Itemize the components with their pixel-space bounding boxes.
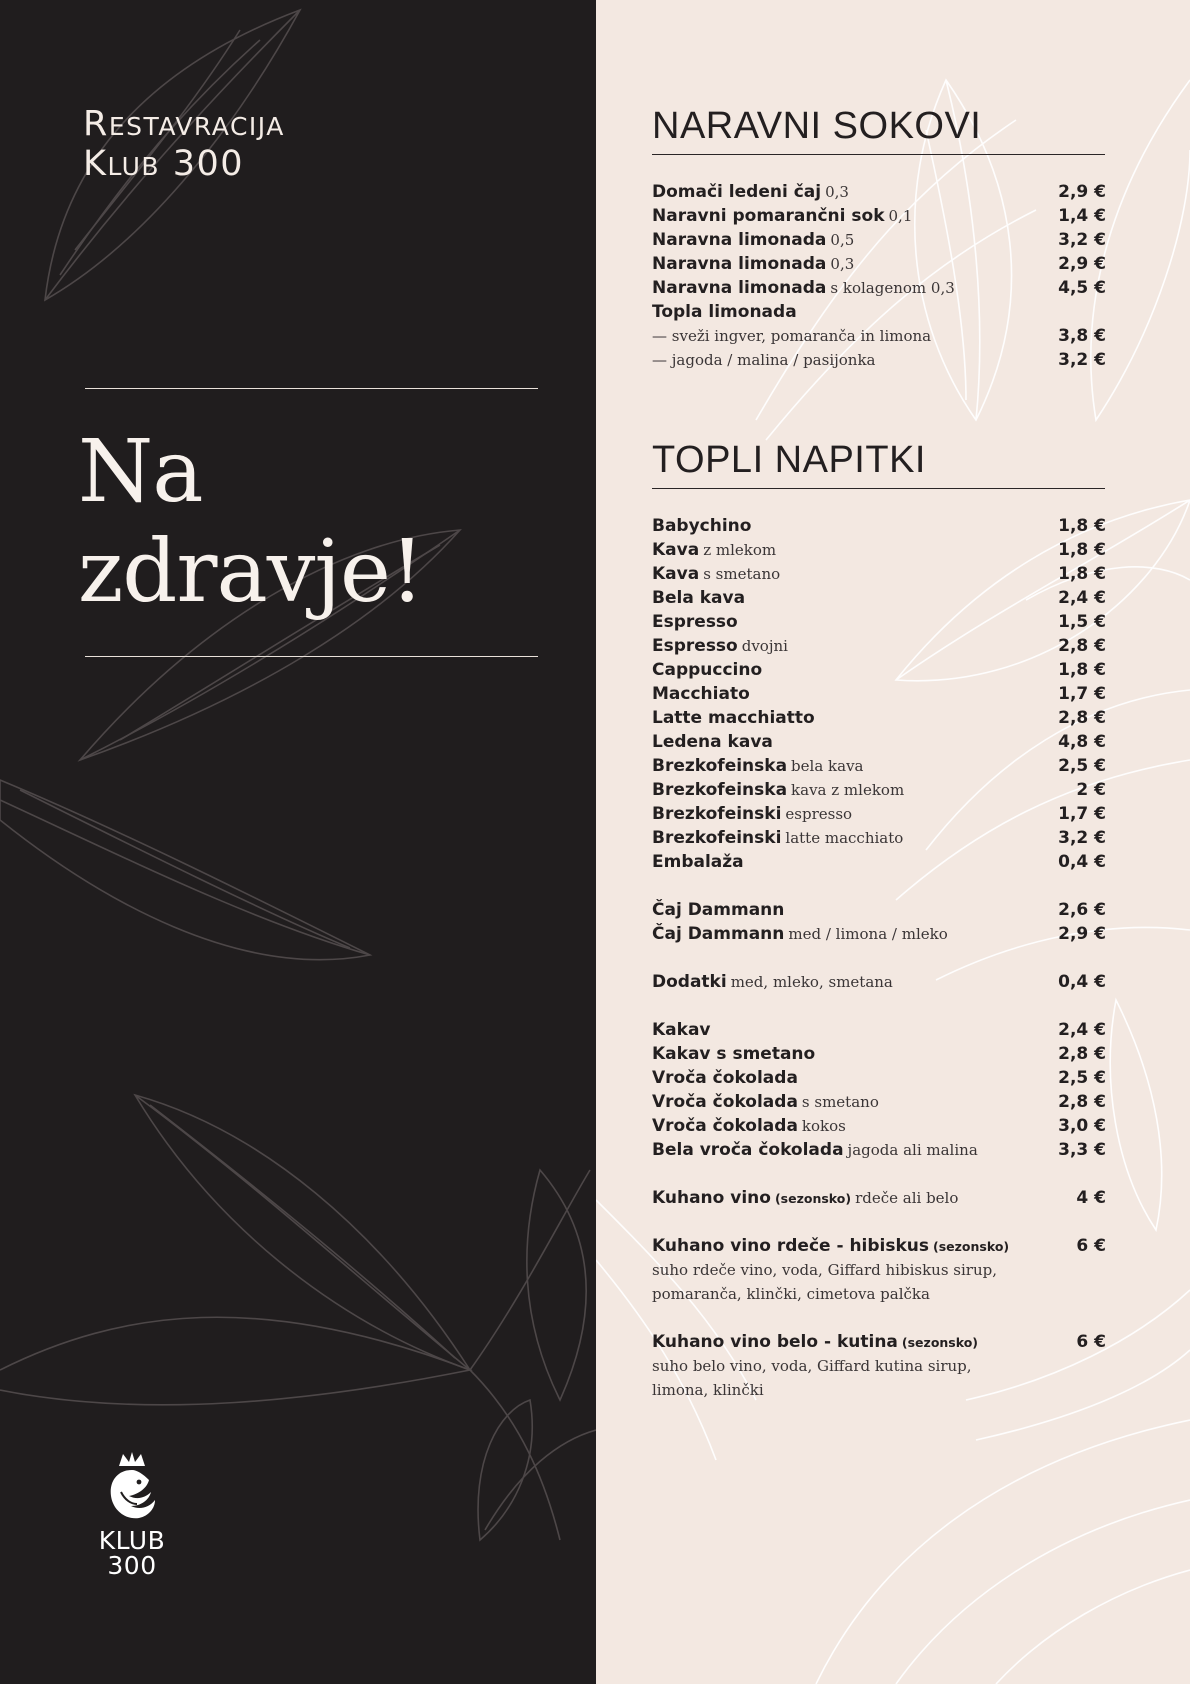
item-name: Naravna limonada xyxy=(652,278,827,298)
item-description: bela kava xyxy=(791,757,864,775)
item-name: Kuhano vino belo - kutina xyxy=(652,1332,898,1352)
item-description: 0,3 xyxy=(830,255,855,273)
item-description: kokos xyxy=(801,1117,846,1135)
menu-item-row xyxy=(652,1090,1106,1114)
menu-item-row xyxy=(652,1018,1106,1042)
item-price: 0,4 € xyxy=(1058,852,1106,872)
menu-item xyxy=(652,1090,1106,1114)
menu-item-row xyxy=(652,1234,1106,1258)
menu-item-row xyxy=(652,922,1106,946)
menu-item xyxy=(652,922,1106,946)
item-price: 2,8 € xyxy=(1058,1092,1106,1112)
menu-item xyxy=(652,826,1106,850)
item-ingredients: suho rdeče vino, voda, Giffard hibiskus sirup, xyxy=(652,1261,997,1279)
item-name: Vroča čokolada xyxy=(652,1116,798,1136)
item-description: med, mleko, smetana xyxy=(730,973,893,991)
item-price: 2,4 € xyxy=(1058,588,1106,608)
item-name: Bela vroča čokolada xyxy=(652,1140,844,1160)
menu-list-naravni-sokovi xyxy=(652,180,1106,372)
section-title-topli-napitki: TOPLI NAPITKI xyxy=(652,439,926,481)
menu-item-label xyxy=(652,1018,711,1043)
menu-item-row xyxy=(652,802,1106,826)
item-price: 1,8 € xyxy=(1058,540,1106,560)
menu-item xyxy=(652,634,1106,658)
menu-item-label xyxy=(652,1066,798,1091)
item-price: 2,5 € xyxy=(1058,1068,1106,1088)
menu-item xyxy=(652,850,1106,874)
menu-item-row xyxy=(652,228,1106,252)
menu-item-row xyxy=(652,706,1106,730)
tagline-line2: zdravje! xyxy=(78,522,424,622)
item-name: Topla limonada xyxy=(652,302,797,322)
item-description: espresso xyxy=(785,805,853,823)
menu-item xyxy=(652,1066,1106,1090)
menu-item-label xyxy=(652,1042,815,1067)
item-description: — sveži ingver, pomaranča in limona xyxy=(652,327,932,345)
menu-item xyxy=(652,300,1106,324)
menu-item xyxy=(652,778,1106,802)
restaurant-name xyxy=(83,104,285,184)
item-description: med / limona / mleko xyxy=(788,925,948,943)
menu-item-row xyxy=(652,1186,1106,1210)
item-description: kava z mlekom xyxy=(791,781,905,799)
item-note: (sezonsko) xyxy=(901,1335,979,1350)
item-name: Bela kava xyxy=(652,588,746,608)
menu-item-label xyxy=(652,228,854,253)
menu-item xyxy=(652,1042,1106,1066)
menu-item-row xyxy=(652,898,1106,922)
item-name: Vroča čokolada xyxy=(652,1068,798,1088)
item-price: 6 € xyxy=(1076,1332,1106,1352)
menu-item-label xyxy=(652,850,744,875)
menu-item-label xyxy=(652,514,751,539)
menu-item-label xyxy=(652,586,745,611)
menu-item-label xyxy=(652,300,797,325)
menu-item-label xyxy=(652,778,904,803)
menu-item xyxy=(652,180,1106,204)
item-ingredients: suho belo vino, voda, Giffard kutina sirup, xyxy=(652,1357,972,1375)
menu-item xyxy=(652,730,1106,754)
menu-item-row xyxy=(652,826,1106,850)
menu-item-label xyxy=(652,922,948,947)
menu-item xyxy=(652,562,1106,586)
menu-item-label xyxy=(652,706,815,731)
item-price: 2,9 € xyxy=(1058,924,1106,944)
menu-item xyxy=(652,1234,1106,1306)
menu-item xyxy=(652,538,1106,562)
divider-top xyxy=(85,388,538,389)
menu-item xyxy=(652,228,1106,252)
menu-item-label xyxy=(652,1186,958,1211)
item-price: 2,9 € xyxy=(1058,254,1106,274)
menu-item xyxy=(652,276,1106,300)
item-price: 2,8 € xyxy=(1058,708,1106,728)
logo-text-line1: KLUB xyxy=(98,1526,166,1555)
menu-item-label xyxy=(652,682,750,707)
item-price: 1,4 € xyxy=(1058,206,1106,226)
menu-item xyxy=(652,970,1106,994)
item-description: latte macchiato xyxy=(785,829,904,847)
menu-item xyxy=(652,586,1106,610)
item-name: Vroča čokolada xyxy=(652,1092,798,1112)
item-description: rdeče ali belo xyxy=(855,1189,959,1207)
item-name: Espresso xyxy=(652,612,738,632)
menu-item-label xyxy=(652,1234,1009,1259)
item-price: 1,8 € xyxy=(1058,564,1106,584)
item-ingredients: limona, klinčki xyxy=(652,1381,764,1399)
menu-item-label xyxy=(652,826,903,851)
item-name: Espresso xyxy=(652,636,738,656)
section-title-naravni-sokovi: NARAVNI SOKOVI xyxy=(652,105,982,147)
item-name: Embalaža xyxy=(652,852,744,872)
menu-item-row xyxy=(652,348,1106,372)
item-name: Kakav s smetano xyxy=(652,1044,816,1064)
item-name: Domači ledeni čaj xyxy=(652,182,822,202)
item-name: Dodatki xyxy=(652,972,727,992)
menu-item xyxy=(652,514,1106,538)
menu-item-label xyxy=(652,610,738,635)
item-name: Ledena kava xyxy=(652,732,773,752)
menu-item-row xyxy=(652,970,1106,994)
menu-item xyxy=(652,754,1106,778)
tagline-line1: Na xyxy=(78,422,203,522)
logo-text-line2: 300 xyxy=(107,1551,157,1580)
item-price: 3,2 € xyxy=(1058,350,1106,370)
item-price: 3,0 € xyxy=(1058,1116,1106,1136)
menu-item-label xyxy=(652,276,955,301)
item-description: s smetano xyxy=(801,1093,879,1111)
menu-item-row xyxy=(652,682,1106,706)
menu-item xyxy=(652,802,1106,826)
menu-item xyxy=(652,658,1106,682)
menu-item-row xyxy=(652,850,1106,874)
menu-item xyxy=(652,682,1106,706)
menu-item xyxy=(652,1114,1106,1138)
menu-item-row xyxy=(652,514,1106,538)
section-rule xyxy=(652,154,1105,155)
restaurant-name-line1: Restavracija xyxy=(83,104,285,144)
item-name: Brezkofeinska xyxy=(652,756,788,776)
menu-item xyxy=(652,252,1106,276)
item-price: 3,3 € xyxy=(1058,1140,1106,1160)
item-price: 1,8 € xyxy=(1058,516,1106,536)
menu-item xyxy=(652,1330,1106,1402)
menu-item-row xyxy=(652,204,1106,228)
item-price: 2,8 € xyxy=(1058,636,1106,656)
menu-item-label xyxy=(652,730,773,755)
tagline xyxy=(78,422,423,622)
item-price: 3,8 € xyxy=(1058,326,1106,346)
item-description: 0,1 xyxy=(888,207,913,225)
item-price: 3,2 € xyxy=(1058,828,1106,848)
item-name: Macchiato xyxy=(652,684,750,704)
item-description: — jagoda / malina / pasijonka xyxy=(652,351,876,369)
crowned-lion-icon xyxy=(101,1452,163,1524)
item-price: 4 € xyxy=(1076,1188,1106,1208)
item-description: z mlekom xyxy=(703,541,777,559)
item-price: 2 € xyxy=(1076,780,1106,800)
item-ingredients: pomaranča, klinčki, cimetova palčka xyxy=(652,1285,930,1303)
menu-item-row xyxy=(652,300,1106,324)
menu-item-label xyxy=(652,348,876,373)
restaurant-name-line2: Klub 300 xyxy=(83,144,245,184)
menu-item xyxy=(652,1186,1106,1210)
item-price: 0,4 € xyxy=(1058,972,1106,992)
item-name: Čaj Dammann xyxy=(652,900,785,920)
menu-item-label xyxy=(652,562,780,587)
menu-item-row xyxy=(652,276,1106,300)
item-name: Čaj Dammann xyxy=(652,924,785,944)
item-name: Naravna limonada xyxy=(652,254,827,274)
item-name: Brezkofeinski xyxy=(652,828,782,848)
section-rule xyxy=(652,488,1105,489)
menu-item-row xyxy=(652,538,1106,562)
item-name: Naravna limonada xyxy=(652,230,827,250)
item-name: Brezkofeinski xyxy=(652,804,782,824)
item-price: 3,2 € xyxy=(1058,230,1106,250)
menu-list-topli-napitki xyxy=(652,514,1106,1402)
item-description: s smetano xyxy=(703,565,781,583)
menu-item-row xyxy=(652,562,1106,586)
menu-item-row xyxy=(652,1114,1106,1138)
item-name: Naravni pomarančni sok xyxy=(652,206,885,226)
menu-item xyxy=(652,610,1106,634)
menu-item-label xyxy=(652,180,849,205)
menu-item xyxy=(652,1018,1106,1042)
item-name: Kava xyxy=(652,540,700,560)
menu-item xyxy=(652,324,1106,348)
item-price: 2,6 € xyxy=(1058,900,1106,920)
item-price: 2,4 € xyxy=(1058,1020,1106,1040)
menu-item-label xyxy=(652,1330,978,1355)
menu-item-row xyxy=(652,324,1106,348)
menu-item-label xyxy=(652,1114,846,1139)
menu-item xyxy=(652,706,1106,730)
menu-item-row xyxy=(652,778,1106,802)
menu-item-row xyxy=(652,1330,1106,1354)
item-name: Kava xyxy=(652,564,700,584)
menu-item-label xyxy=(652,324,931,349)
menu-item-label xyxy=(652,634,788,659)
menu-item-row xyxy=(652,634,1106,658)
divider-bottom xyxy=(85,656,538,657)
item-name: Brezkofeinska xyxy=(652,780,788,800)
item-note: (sezonsko) xyxy=(933,1239,1010,1254)
item-name: Kakav xyxy=(652,1020,711,1040)
menu-item-row xyxy=(652,610,1106,634)
menu-item-label xyxy=(652,802,852,827)
menu-item-row xyxy=(652,754,1106,778)
menu-item-row xyxy=(652,180,1106,204)
item-price: 2,8 € xyxy=(1058,1044,1106,1064)
item-price: 1,5 € xyxy=(1058,612,1106,632)
menu-item-label xyxy=(652,898,784,923)
item-price: 4,8 € xyxy=(1058,732,1106,752)
item-price: 6 € xyxy=(1076,1236,1106,1256)
item-name: Cappuccino xyxy=(652,660,763,680)
menu-item-label xyxy=(652,538,776,563)
menu-item-label xyxy=(652,204,912,229)
menu-item-row xyxy=(652,586,1106,610)
menu-item-row xyxy=(652,658,1106,682)
menu-item-label xyxy=(652,1138,978,1163)
menu-item xyxy=(652,898,1106,922)
klub300-logo xyxy=(80,1452,184,1578)
item-price: 4,5 € xyxy=(1058,278,1106,298)
item-price: 1,7 € xyxy=(1058,804,1106,824)
item-name: Babychino xyxy=(652,516,752,536)
item-description: 0,5 xyxy=(830,231,855,249)
item-name: Kuhano vino xyxy=(652,1188,771,1208)
item-note: (sezonsko) xyxy=(774,1191,852,1206)
menu-item-label xyxy=(652,754,863,779)
menu-item-label xyxy=(652,1090,879,1115)
item-name: Latte macchiatto xyxy=(652,708,815,728)
item-description: dvojni xyxy=(741,637,788,655)
menu-item xyxy=(652,348,1106,372)
menu-item-label xyxy=(652,658,762,683)
menu-item-row xyxy=(652,1042,1106,1066)
menu-item-row xyxy=(652,252,1106,276)
item-price: 1,8 € xyxy=(1058,660,1106,680)
item-description: jagoda ali malina xyxy=(847,1141,978,1159)
menu-item-row xyxy=(652,730,1106,754)
item-price: 1,7 € xyxy=(1058,684,1106,704)
menu-item-label xyxy=(652,970,893,995)
item-name: Kuhano vino rdeče - hibiskus xyxy=(652,1236,930,1256)
menu-item xyxy=(652,204,1106,228)
item-description: s kolagenom 0,3 xyxy=(830,279,955,297)
item-price: 2,9 € xyxy=(1058,182,1106,202)
menu-item-label xyxy=(652,252,854,277)
item-description: 0,3 xyxy=(825,183,849,201)
item-price: 2,5 € xyxy=(1058,756,1106,776)
menu-item-row xyxy=(652,1138,1106,1162)
menu-item xyxy=(652,1138,1106,1162)
menu-item-row xyxy=(652,1066,1106,1090)
